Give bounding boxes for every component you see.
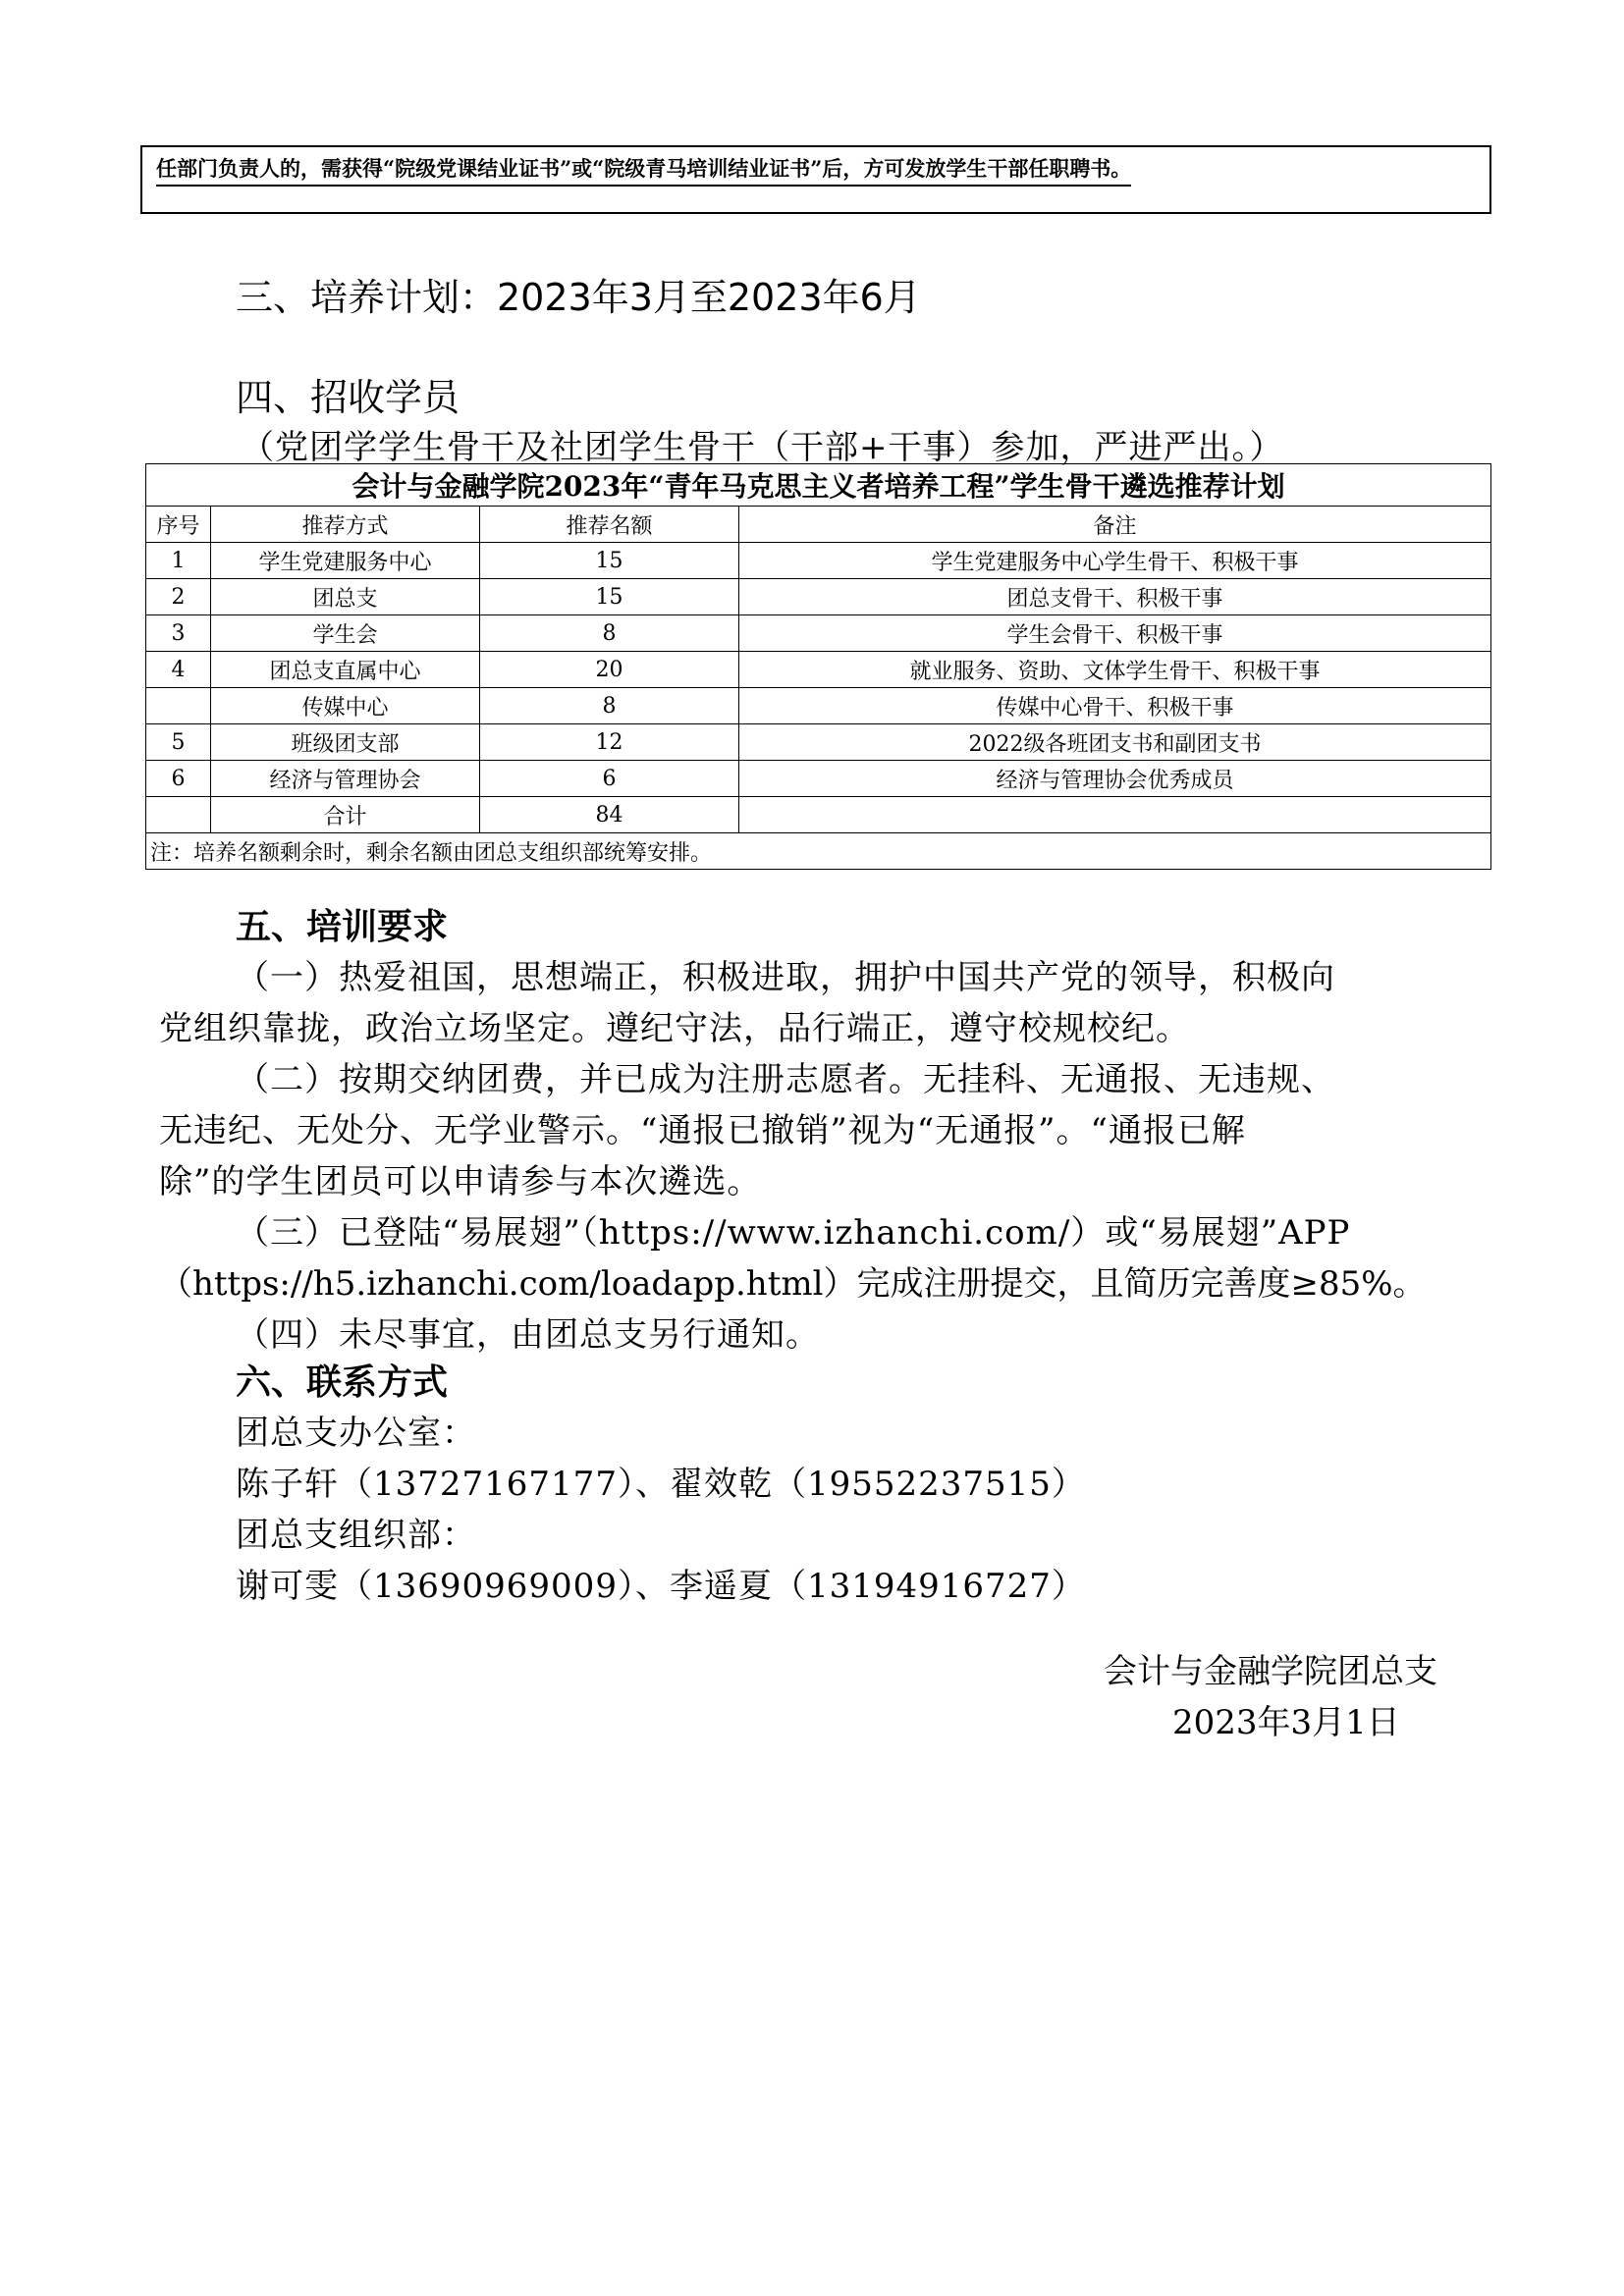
table-cell: 6	[480, 761, 739, 797]
table-cell: 15	[480, 579, 739, 615]
contact-line: 团总支办公室：	[236, 1414, 476, 1453]
column-header: 推荐方式	[211, 507, 480, 543]
table-row	[146, 615, 1491, 652]
table-row	[146, 688, 1491, 724]
table-cell: 8	[480, 615, 739, 652]
table-cell: 学生会骨干、积极干事	[739, 615, 1491, 652]
table-cell: 合计	[211, 797, 480, 833]
table-cell: 学生党建服务中心学生骨干、积极干事	[739, 543, 1491, 579]
table-cell: 传媒中心	[211, 688, 480, 724]
table-cell: 团总支	[211, 579, 480, 615]
table-cell: 2022级各班团支书和副团支书	[739, 724, 1491, 761]
requirement-line: 党组织靠拢，政治立场坚定。遵纪守法，品行端正，遵守校规校纪。	[159, 1009, 1190, 1048]
recommendation-plan-table	[145, 463, 1491, 870]
requirement-line: （三）已登陆“易展翅”（https://www.izhanchi.com/）或“易展翅”APP	[236, 1213, 1351, 1253]
table-cell	[739, 797, 1491, 833]
table-row	[146, 724, 1491, 761]
contact-line: 陈子轩（13727167177）、翟效乾（19552237515）	[236, 1465, 1086, 1504]
table-cell: 5	[146, 724, 211, 761]
table-cell: 团总支骨干、积极干事	[739, 579, 1491, 615]
table-cell: 3	[146, 615, 211, 652]
table-cell	[146, 797, 211, 833]
requirement-line: 除”的学生团员可以申请参与本次遴选。	[159, 1162, 762, 1201]
table-cell	[146, 688, 211, 724]
table-cell: 经济与管理协会	[211, 761, 480, 797]
requirement-line: （四）未尽事宜，由团总支另行通知。	[236, 1315, 820, 1355]
table-cell: 学生会	[211, 615, 480, 652]
section-6-heading: 六、联系方式	[236, 1362, 449, 1403]
section-3-heading: 三、培养计划：2023年3月至2023年6月	[236, 276, 921, 319]
table-cell: 8	[480, 688, 739, 724]
column-header: 推荐名额	[480, 507, 739, 543]
table-row	[146, 652, 1491, 688]
table-cell: 15	[480, 543, 739, 579]
requirement-line: （一）热爱祖国，思想端正，积极进取，拥护中国共产党的领导，积极向	[236, 958, 1335, 997]
column-header: 序号	[146, 507, 211, 543]
table-cell: 1	[146, 543, 211, 579]
table-cell: 学生党建服务中心	[211, 543, 480, 579]
contact-line: 团总支组织部：	[236, 1516, 476, 1555]
table-title-row	[146, 464, 1491, 507]
signature-date: 2023年3月1日	[1172, 1703, 1400, 1742]
top-note-box	[140, 145, 1491, 214]
table-row	[146, 579, 1491, 615]
table-cell: 12	[480, 724, 739, 761]
requirement-line: （二）按期交纳团费，并已成为注册志愿者。无挂科、无通报、无违规、	[236, 1060, 1335, 1099]
table-cell: 经济与管理协会优秀成员	[739, 761, 1491, 797]
section-5-heading: 五、培训要求	[236, 906, 449, 947]
requirement-line: （https://h5.izhanchi.com/loadapp.html）完成注册提交，且简历完善度≥85%。	[159, 1264, 1427, 1304]
table-note: 注：培养名额剩余时，剩余名额由团总支组织部统筹安排。	[146, 833, 1491, 870]
table-total-row	[146, 797, 1491, 833]
table-header-row	[146, 507, 1491, 543]
table-cell: 就业服务、资助、文体学生骨干、积极干事	[739, 652, 1491, 688]
table-cell: 4	[146, 652, 211, 688]
table-title: 会计与金融学院2023年“青年马克思主义者培养工程”学生骨干遴选推荐计划	[146, 464, 1491, 507]
contact-line: 谢可雯（13690969009）、李遥夏（13194916727）	[236, 1567, 1086, 1606]
table-cell: 传媒中心骨干、积极干事	[739, 688, 1491, 724]
table-cell: 84	[480, 797, 739, 833]
table-cell: 2	[146, 579, 211, 615]
table-row	[146, 761, 1491, 797]
section-4-heading: 四、招收学员	[236, 376, 460, 419]
section-4-subtitle: （党团学学生骨干及社团学生骨干（干部+干事）参加，严进严出。）	[241, 428, 1284, 467]
table-cell: 班级团支部	[211, 724, 480, 761]
table-row	[146, 543, 1491, 579]
requirement-line: 无违纪、无处分、无学业警示。“通报已撤销”视为“无通报”。“通报已解	[159, 1111, 1246, 1150]
table-cell: 6	[146, 761, 211, 797]
top-note: 任部门负责人的，需获得“院级党课结业证书”或“院级青马培训结业证书”后，方可发放学生干部任职聘书。	[156, 153, 1131, 187]
table-note-row	[146, 833, 1491, 870]
signature-org: 会计与金融学院团总支	[1104, 1652, 1437, 1691]
table-cell: 20	[480, 652, 739, 688]
table-cell: 团总支直属中心	[211, 652, 480, 688]
column-header: 备注	[739, 507, 1491, 543]
